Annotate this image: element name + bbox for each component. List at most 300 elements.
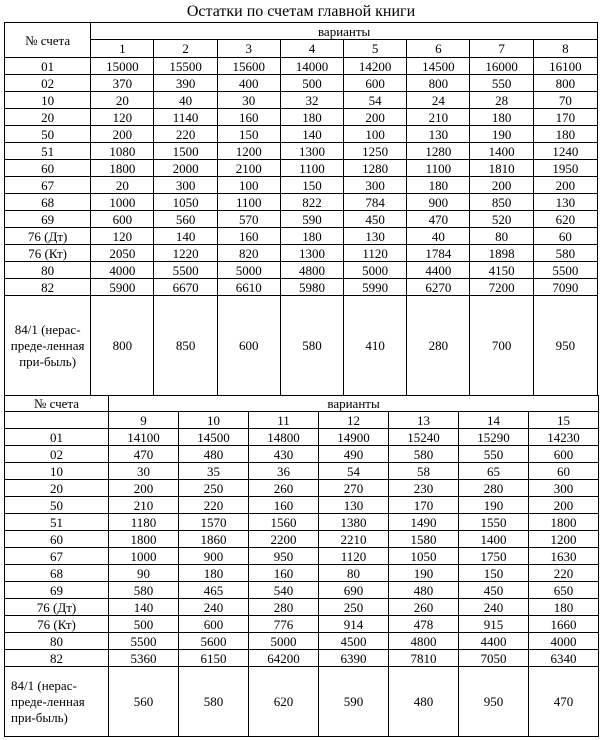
balance-value: 580 (109, 582, 179, 599)
table-row (5, 531, 599, 548)
balance-value: 190 (470, 126, 533, 143)
balance-value: 210 (109, 497, 179, 514)
balance-value: 1380 (319, 514, 389, 531)
balance-value: 914 (319, 616, 389, 633)
balance-value: 465 (179, 582, 249, 599)
balance-value: 28 (470, 92, 533, 109)
balance-value: 540 (249, 582, 319, 599)
table-row (5, 279, 598, 296)
balance-value: 130 (319, 497, 389, 514)
balance-value: 900 (407, 194, 470, 211)
balance-value: 160 (249, 497, 319, 514)
balance-value: 370 (91, 75, 154, 92)
balance-value: 140 (154, 228, 217, 245)
variant-number-row (5, 412, 599, 429)
balance-value: 1800 (109, 531, 179, 548)
balance-value: 58 (389, 463, 459, 480)
account-number: 67 (5, 548, 109, 565)
balance-value: 400 (217, 75, 280, 92)
balance-value: 250 (319, 599, 389, 616)
balance-value: 7090 (533, 279, 597, 296)
balance-value: 5000 (249, 633, 319, 650)
balance-value: 280 (459, 480, 529, 497)
balance-value: 180 (280, 109, 343, 126)
balance-value: 500 (109, 616, 179, 633)
balance-value: 120 (91, 228, 154, 245)
variant-number: 14 (459, 412, 529, 429)
variant-number: 8 (533, 40, 597, 58)
balance-value: 450 (459, 582, 529, 599)
balance-value: 5600 (179, 633, 249, 650)
table-row (5, 262, 598, 279)
balance-value: 5000 (217, 262, 280, 279)
balance-value: 620 (249, 667, 319, 737)
balance-value: 1784 (407, 245, 470, 262)
balance-value: 200 (470, 177, 533, 194)
balance-value: 1180 (109, 514, 179, 531)
account-number: 69 (5, 211, 91, 228)
balance-value: 260 (389, 599, 459, 616)
balance-value: 4500 (319, 633, 389, 650)
balance-value: 4400 (407, 262, 470, 279)
balance-value: 15500 (154, 58, 217, 75)
balance-value: 150 (280, 177, 343, 194)
balance-value: 30 (217, 92, 280, 109)
balance-value: 1800 (91, 160, 154, 177)
balance-value: 5500 (533, 262, 597, 279)
balance-value: 54 (344, 92, 407, 109)
variant-number: 3 (217, 40, 280, 58)
table-row (5, 514, 599, 531)
variant-number: 11 (249, 412, 319, 429)
balance-value: 450 (344, 211, 407, 228)
table-row (5, 228, 598, 245)
balance-value: 820 (217, 245, 280, 262)
table-row (5, 92, 598, 109)
balance-value: 1490 (389, 514, 459, 531)
balance-value: 200 (344, 109, 407, 126)
balance-value: 100 (217, 177, 280, 194)
balance-value: 1950 (533, 160, 597, 177)
table-row (5, 497, 599, 514)
balance-value: 180 (470, 109, 533, 126)
balance-value: 1220 (154, 245, 217, 262)
balance-value: 150 (459, 565, 529, 582)
balance-value: 24 (407, 92, 470, 109)
variant-number: 9 (109, 412, 179, 429)
variant-number: 4 (280, 40, 343, 58)
balance-value: 5360 (109, 650, 179, 667)
balance-value: 180 (179, 565, 249, 582)
balance-value: 1200 (529, 531, 599, 548)
balance-value: 650 (529, 582, 599, 599)
balance-value: 1898 (470, 245, 533, 262)
balance-value: 32 (280, 92, 343, 109)
balance-value: 200 (109, 480, 179, 497)
balance-value: 784 (344, 194, 407, 211)
balance-value: 7200 (470, 279, 533, 296)
account-number: 76 (Кт) (5, 616, 109, 633)
table-row (5, 126, 598, 143)
balance-value: 14230 (529, 429, 599, 446)
balance-value: 20 (91, 177, 154, 194)
header-row (5, 23, 598, 40)
balance-value: 390 (154, 75, 217, 92)
account-number: 76 (Дт) (5, 228, 91, 245)
table-row (5, 446, 599, 463)
balance-value: 1200 (217, 143, 280, 160)
balance-value: 170 (533, 109, 597, 126)
variants-header: варианты (109, 396, 599, 412)
balance-value: 220 (529, 565, 599, 582)
account-number: 76 (Дт) (5, 599, 109, 616)
balance-value: 140 (280, 126, 343, 143)
balance-value: 1300 (280, 143, 343, 160)
balance-value: 100 (344, 126, 407, 143)
balance-value: 560 (154, 211, 217, 228)
balance-value: 180 (407, 177, 470, 194)
balance-value: 160 (249, 565, 319, 582)
account-number: 20 (5, 109, 91, 126)
table-row (5, 245, 598, 262)
balance-value: 300 (344, 177, 407, 194)
balance-value: 4000 (91, 262, 154, 279)
balance-value: 550 (470, 75, 533, 92)
balance-value: 150 (217, 126, 280, 143)
balance-value: 950 (459, 667, 529, 737)
balance-value: 490 (319, 446, 389, 463)
balance-value: 14000 (280, 58, 343, 75)
balance-value: 2210 (319, 531, 389, 548)
balance-value: 240 (459, 599, 529, 616)
balance-value: 850 (154, 296, 217, 396)
account-number: 68 (5, 565, 109, 582)
balance-value: 300 (529, 480, 599, 497)
balance-value: 570 (217, 211, 280, 228)
balance-value: 4150 (470, 262, 533, 279)
account-column-header: № счета (5, 23, 91, 58)
balance-value: 14100 (109, 429, 179, 446)
account-number: 84/1 (нерас-преде-ленная при-быль) (5, 667, 109, 737)
balance-value: 60 (533, 228, 597, 245)
balance-value: 1560 (249, 514, 319, 531)
balance-value: 1280 (344, 160, 407, 177)
variant-number: 6 (407, 40, 470, 58)
balance-value: 1300 (280, 245, 343, 262)
variant-number: 15 (529, 412, 599, 429)
balance-value: 1240 (533, 143, 597, 160)
table-row (5, 582, 599, 599)
table-row (5, 109, 598, 126)
balance-value: 1080 (91, 143, 154, 160)
account-number: 51 (5, 143, 91, 160)
account-number: 01 (5, 429, 109, 446)
variant-number-row (5, 40, 598, 58)
balance-value: 280 (249, 599, 319, 616)
balance-value: 950 (533, 296, 597, 396)
balance-value: 200 (529, 497, 599, 514)
balance-value: 6390 (319, 650, 389, 667)
account-number: 80 (5, 633, 109, 650)
balance-value: 5980 (280, 279, 343, 296)
account-number: 10 (5, 92, 91, 109)
balance-value: 220 (179, 497, 249, 514)
balance-value: 1580 (389, 531, 459, 548)
table-row (5, 58, 598, 75)
balance-value: 1120 (344, 245, 407, 262)
balance-value: 1860 (179, 531, 249, 548)
balance-value: 4400 (459, 633, 529, 650)
balance-value: 600 (179, 616, 249, 633)
balance-value: 6670 (154, 279, 217, 296)
balance-value: 160 (217, 109, 280, 126)
balance-value: 14500 (407, 58, 470, 75)
balance-value: 1000 (91, 194, 154, 211)
table-row (5, 480, 599, 497)
balance-value: 30 (109, 463, 179, 480)
table-row-retained-earnings (5, 667, 599, 737)
account-number: 82 (5, 279, 91, 296)
variant-number: 10 (179, 412, 249, 429)
variants-header: варианты (91, 23, 598, 40)
ledger-table-variants-9-15 (4, 395, 599, 737)
balance-value: 2100 (217, 160, 280, 177)
balance-value: 5900 (91, 279, 154, 296)
balance-value: 1050 (389, 548, 459, 565)
account-number: 50 (5, 126, 91, 143)
table-row (5, 75, 598, 92)
balance-value: 40 (154, 92, 217, 109)
balance-value: 550 (459, 446, 529, 463)
balance-value: 36 (249, 463, 319, 480)
header-row (5, 396, 599, 412)
account-number: 80 (5, 262, 91, 279)
page-title: Остатки по счетам главной книги (186, 3, 416, 20)
account-number: 69 (5, 582, 109, 599)
balance-value: 1750 (459, 548, 529, 565)
variant-number: 2 (154, 40, 217, 58)
balance-value: 1550 (459, 514, 529, 531)
account-number: 60 (5, 160, 91, 177)
balance-value: 300 (154, 177, 217, 194)
balance-value: 5500 (154, 262, 217, 279)
balance-value: 220 (154, 126, 217, 143)
balance-value: 7810 (389, 650, 459, 667)
balance-value: 4800 (280, 262, 343, 279)
balance-value: 250 (179, 480, 249, 497)
balance-value: 15000 (91, 58, 154, 75)
variant-number: 13 (389, 412, 459, 429)
balance-value: 4800 (389, 633, 459, 650)
balance-value: 800 (533, 75, 597, 92)
balance-value: 580 (179, 667, 249, 737)
balance-value: 4000 (529, 633, 599, 650)
balance-value: 170 (389, 497, 459, 514)
balance-value: 560 (109, 667, 179, 737)
balance-value: 1400 (470, 143, 533, 160)
balance-value: 190 (389, 565, 459, 582)
balance-value: 14800 (249, 429, 319, 446)
balance-value: 1400 (459, 531, 529, 548)
balance-value: 950 (249, 548, 319, 565)
balance-value: 7050 (459, 650, 529, 667)
balance-value: 120 (91, 109, 154, 126)
balance-value: 6270 (407, 279, 470, 296)
balance-value: 260 (249, 480, 319, 497)
balance-value: 180 (529, 599, 599, 616)
account-number: 20 (5, 480, 109, 497)
balance-value: 580 (280, 296, 343, 396)
variant-number: 7 (470, 40, 533, 58)
balance-value: 1100 (280, 160, 343, 177)
balance-value: 800 (91, 296, 154, 396)
balance-value: 15240 (389, 429, 459, 446)
balance-value: 40 (407, 228, 470, 245)
balance-value: 180 (280, 228, 343, 245)
balance-value: 470 (407, 211, 470, 228)
balance-value: 270 (319, 480, 389, 497)
balance-value: 690 (319, 582, 389, 599)
balance-value: 480 (389, 667, 459, 737)
balance-value: 1660 (529, 616, 599, 633)
balance-value: 1500 (154, 143, 217, 160)
account-column-header-spacer (5, 412, 109, 429)
balance-value: 16100 (533, 58, 597, 75)
account-number: 67 (5, 177, 91, 194)
balance-value: 600 (91, 211, 154, 228)
balance-value: 620 (533, 211, 597, 228)
balance-value: 590 (319, 667, 389, 737)
balance-value: 230 (389, 480, 459, 497)
balance-value: 130 (344, 228, 407, 245)
account-column-header: № счета (5, 396, 109, 412)
balance-value: 160 (217, 228, 280, 245)
account-number: 76 (Кт) (5, 245, 91, 262)
balance-value: 470 (109, 446, 179, 463)
balance-value: 430 (249, 446, 319, 463)
balance-value: 480 (179, 446, 249, 463)
balance-value: 14900 (319, 429, 389, 446)
balance-value: 70 (533, 92, 597, 109)
balance-value: 16000 (470, 58, 533, 75)
balance-value: 5500 (109, 633, 179, 650)
balance-value: 5000 (344, 262, 407, 279)
balance-value: 600 (529, 446, 599, 463)
balance-value: 1630 (529, 548, 599, 565)
balance-value: 210 (407, 109, 470, 126)
balance-value: 80 (470, 228, 533, 245)
account-number: 02 (5, 75, 91, 92)
table-row (5, 650, 599, 667)
balance-value: 200 (91, 126, 154, 143)
balance-value: 410 (344, 296, 407, 396)
variant-number: 5 (344, 40, 407, 58)
account-number: 60 (5, 531, 109, 548)
balance-value: 915 (459, 616, 529, 633)
table-row (5, 211, 598, 228)
table-row (5, 160, 598, 177)
table-row (5, 177, 598, 194)
balance-value: 1250 (344, 143, 407, 160)
table-row (5, 565, 599, 582)
balance-value: 20 (91, 92, 154, 109)
balance-value: 1050 (154, 194, 217, 211)
balance-value: 500 (280, 75, 343, 92)
balance-value: 800 (407, 75, 470, 92)
balance-value: 600 (344, 75, 407, 92)
balance-value: 520 (470, 211, 533, 228)
balance-value: 590 (280, 211, 343, 228)
account-number: 01 (5, 58, 91, 75)
table-row (5, 548, 599, 565)
account-number: 84/1 (нерас-преде-ленная при-быль) (5, 296, 91, 396)
balance-value: 2000 (154, 160, 217, 177)
table-row (5, 633, 599, 650)
balance-value: 900 (179, 548, 249, 565)
account-number: 10 (5, 463, 109, 480)
table-row (5, 194, 598, 211)
table-row (5, 616, 599, 633)
balance-value: 776 (249, 616, 319, 633)
balance-value: 35 (179, 463, 249, 480)
balance-value: 470 (529, 667, 599, 737)
balance-value: 65 (459, 463, 529, 480)
balance-value: 14200 (344, 58, 407, 75)
balance-value: 130 (407, 126, 470, 143)
balance-value: 80 (319, 565, 389, 582)
balance-value: 64200 (249, 650, 319, 667)
balance-value: 6340 (529, 650, 599, 667)
balance-value: 850 (470, 194, 533, 211)
balance-value: 6150 (179, 650, 249, 667)
balance-value: 240 (179, 599, 249, 616)
balance-value: 2050 (91, 245, 154, 262)
balance-value: 180 (533, 126, 597, 143)
balance-value: 130 (533, 194, 597, 211)
balance-value: 600 (217, 296, 280, 396)
balance-value: 1120 (319, 548, 389, 565)
balance-value: 54 (319, 463, 389, 480)
balance-value: 700 (470, 296, 533, 396)
balance-value: 1100 (407, 160, 470, 177)
account-number: 51 (5, 514, 109, 531)
table-row-retained-earnings (5, 296, 598, 396)
balance-value: 6610 (217, 279, 280, 296)
table-row (5, 599, 599, 616)
balance-value: 14500 (179, 429, 249, 446)
balance-value: 1100 (217, 194, 280, 211)
balance-value: 280 (407, 296, 470, 396)
ledger-table-variants-1-8 (4, 22, 598, 396)
balance-value: 1280 (407, 143, 470, 160)
account-number: 50 (5, 497, 109, 514)
balance-value: 15600 (217, 58, 280, 75)
balance-value: 580 (533, 245, 597, 262)
balance-value: 478 (389, 616, 459, 633)
balance-value: 15290 (459, 429, 529, 446)
balance-value: 1570 (179, 514, 249, 531)
account-number: 02 (5, 446, 109, 463)
variant-number: 1 (91, 40, 154, 58)
balance-value: 90 (109, 565, 179, 582)
balance-value: 480 (389, 582, 459, 599)
balance-value: 2200 (249, 531, 319, 548)
table-row (5, 143, 598, 160)
balance-value: 822 (280, 194, 343, 211)
balance-value: 1000 (109, 548, 179, 565)
balance-value: 60 (529, 463, 599, 480)
balance-value: 200 (533, 177, 597, 194)
